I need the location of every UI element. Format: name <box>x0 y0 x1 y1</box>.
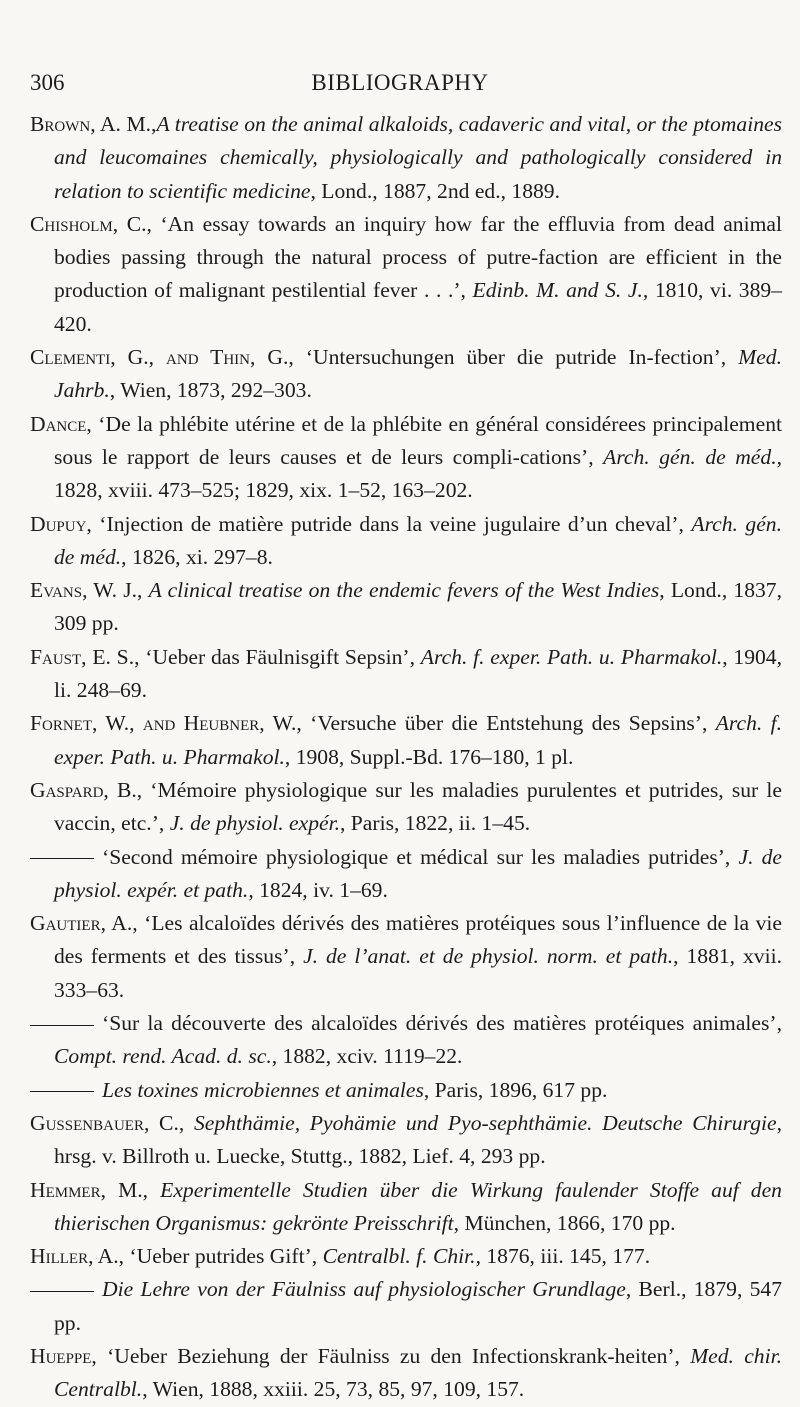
bibliography-entry <box>30 208 782 341</box>
entry-text: ‘Injection de matière putride dans la veine jugulaire d’un cheval’, <box>91 511 692 536</box>
entry-details: , München, 1866, 170 pp. <box>453 1210 676 1235</box>
entry-details: , Lond., 1887, 2nd ed., 1889. <box>310 178 560 203</box>
entry-title: Arch. f. exper. Path. u. Pharmakol. <box>420 644 723 669</box>
entry-details: , hrsg. v. Billroth u. Luecke, Stuttg., 1882, Lief. 4, 293 pp. <box>54 1110 782 1169</box>
ditto-dash <box>30 1291 94 1292</box>
entry-details: , 1908, Suppl.-Bd. 176–180, 1 pl. <box>284 744 574 769</box>
entry-text: ‘An essay towards an inquiry how far the effluvia from dead animal bodies passing through the natural process of putre-faction are efficient in the production of malignant pestilential fever . . .’, <box>54 211 782 303</box>
bibliography-entry <box>30 1074 782 1107</box>
entry-author: Hiller, A., <box>30 1244 125 1269</box>
entry-author: Brown, A. M., <box>30 112 157 136</box>
entry-title: Arch. gén. de méd. <box>603 444 777 469</box>
bibliography-entry <box>30 108 782 208</box>
entry-title: A treatise on the animal alkaloids, cadaveric and vital, or the ptomaines and leucomaines chemically, physiologically and pathologically considered in relation to scientific medicine <box>54 112 782 203</box>
running-head: BIBLIOGRAPHY <box>311 70 489 95</box>
bibliography-entry <box>30 574 782 641</box>
entry-author: Clementi, G., and Thin, G., <box>30 345 294 370</box>
bibliography-entry <box>30 408 782 508</box>
page-number: 306 <box>30 70 65 95</box>
entry-author: Dupuy, <box>30 511 92 536</box>
bibliography-entry <box>30 1240 782 1273</box>
entry-title: Sephthämie, Pyohämie und Pyo-sephthämie. Deutsche Chirurgie <box>193 1110 777 1135</box>
entry-title: Arch. gén. de méd. <box>54 511 782 569</box>
page-header <box>0 68 800 108</box>
entry-title: Les toxines microbiennes et animales <box>102 1077 424 1102</box>
entry-text: ‘Second mémoire physiologique et médical sur les maladies putrides’, <box>102 844 739 869</box>
bibliography-entry <box>30 707 782 774</box>
entry-details: , 1904, li. 248–69. <box>54 644 782 703</box>
entry-text: ‘Ueber Beziehung der Fäulniss zu den Infectionskrank-heiten’, <box>96 1343 691 1368</box>
entry-details: , 1824, iv. 1–69. <box>248 877 388 902</box>
bibliography-entry <box>30 841 782 908</box>
bibliography-entry <box>30 907 782 1007</box>
entry-details: , 1881, xvii. 333–63. <box>54 944 783 1002</box>
entry-title: Die Lehre von der Fäulniss auf physiologischer Grundlage <box>102 1277 626 1302</box>
entry-text: ‘Versuche über die Entstehung des Sepsins’, <box>301 711 716 736</box>
entry-title: Experimentelle Studien über die Wirkung faulender Stoffe auf den thierischen Organismus: gekrönte Preisschrift <box>54 1177 782 1235</box>
entry-details: , Wien, 1873, 292–303. <box>109 378 312 403</box>
entry-details: , Lond., 1837, 309 pp. <box>54 578 782 636</box>
entry-title: Med. Jahrb. <box>54 345 782 403</box>
entry-title: J. de l’anat. et de physiol. norm. et path. <box>303 944 674 969</box>
bibliography-entry <box>30 1007 782 1074</box>
entry-details: , 1876, iii. 145, 177. <box>475 1244 651 1269</box>
entry-title: Compt. rend. Acad. d. sc. <box>54 1044 272 1069</box>
entry-details: , 1882, xciv. 1119–22. <box>271 1044 463 1069</box>
entry-text: ‘Ueber das Fäulnisgift Sepsin’, <box>139 644 421 669</box>
bibliography-entry <box>30 1273 782 1340</box>
entry-author: Chisholm, C., <box>30 211 152 236</box>
entry-author: Gussenbauer, C., <box>30 1110 185 1135</box>
entry-author: Dance, <box>30 411 92 436</box>
entry-author: Gautier, A., <box>30 911 138 936</box>
ditto-dash <box>30 1025 94 1026</box>
entry-details: , 1810, vi. 389–420. <box>54 278 782 336</box>
entry-text: ‘De la phlébite utérine et de la phlébite en général considérees principalement sous le rapport de leurs causes et de leurs compli-cations’, <box>54 411 782 469</box>
bibliography-entry <box>30 774 782 841</box>
bibliography-entry <box>30 1174 782 1241</box>
bibliography-entry <box>30 1340 782 1407</box>
ditto-dash <box>30 1091 94 1092</box>
entry-author: Hueppe, <box>30 1343 97 1368</box>
entry-details: , 1826, xi. 297–8. <box>121 544 273 569</box>
entry-details: , Paris, 1822, ii. 1–45. <box>340 811 531 836</box>
bibliography-entry <box>30 341 782 408</box>
entry-title: A clinical treatise on the endemic fevers of the West Indies <box>148 578 660 603</box>
bibliography-entry <box>30 1107 782 1174</box>
entry-text: ‘Les alcaloïdes dérivés des matières protéiques sous l’influence de la vie des ferments et des tissus’, <box>54 911 782 969</box>
entry-text: ‘Mémoire physiologique sur les maladies purulentes et putrides, sur le vaccin, etc.’, <box>54 777 782 836</box>
entry-title: Med. chir. Centralbl. <box>54 1343 782 1402</box>
bibliography-entry <box>30 641 782 708</box>
entry-author: Hemmer, M., <box>30 1177 149 1202</box>
entry-title: Edinb. M. and S. J. <box>472 278 643 303</box>
entry-author: Evans, W. J., <box>30 578 143 603</box>
entry-title: Arch. f. exper. Path. u. Pharmakol. <box>54 711 782 769</box>
entry-details: , Berl., 1879, 547 pp. <box>54 1277 783 1335</box>
entry-text <box>184 1111 194 1135</box>
entry-details: , Wien, 1888, xxiii. 25, 73, 85, 97, 109, 157. <box>142 1377 525 1402</box>
bibliography-entry <box>30 508 782 575</box>
entry-title: J. de physiol. expér. et path. <box>54 844 783 902</box>
entry-author: Gaspard, B., <box>30 777 143 802</box>
entry-text: ‘Ueber putrides Gift’, <box>124 1244 323 1269</box>
entry-details: , Paris, 1896, 617 pp. <box>423 1077 608 1102</box>
entry-title: Centralbl. f. Chir. <box>322 1244 476 1269</box>
ditto-dash <box>30 858 94 859</box>
entry-text <box>148 1178 160 1202</box>
bibliography-list <box>30 108 782 1407</box>
entry-text: ‘Untersuchungen über die putride In-fection’, <box>293 345 739 370</box>
entry-details: , 1828, xviii. 473–525; 1829, xix. 1–52, 163–202. <box>54 444 782 503</box>
entry-author: Faust, E. S., <box>30 644 140 669</box>
entry-author: Fornet, W., and Heubner, W., <box>30 711 302 736</box>
entry-title: J. de physiol. expér. <box>169 811 340 836</box>
entry-text: ‘Sur la découverte des alcaloïdes dérivés des matières protéiques animales’, <box>102 1011 782 1036</box>
